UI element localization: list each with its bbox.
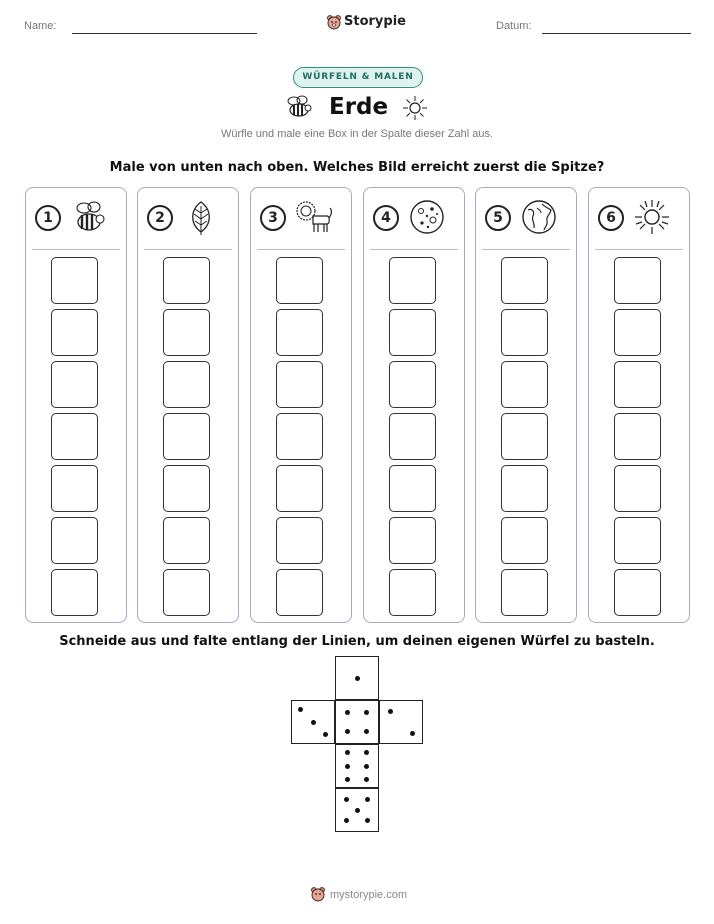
color-box[interactable]: [276, 413, 323, 460]
color-box[interactable]: [389, 413, 436, 460]
color-box[interactable]: [163, 517, 210, 564]
dice-pip: [355, 676, 360, 681]
dice-pip: [355, 808, 360, 813]
color-box[interactable]: [389, 361, 436, 408]
color-box[interactable]: [163, 569, 210, 616]
color-box[interactable]: [501, 465, 548, 512]
dice-pip: [345, 750, 350, 755]
page-title: Erde: [329, 94, 389, 120]
column-divider: [370, 249, 458, 250]
date-label: Datum:: [496, 20, 532, 32]
color-box[interactable]: [51, 465, 98, 512]
bee-icon: [285, 94, 313, 120]
column-5: [475, 187, 577, 623]
color-box[interactable]: [614, 569, 661, 616]
color-box[interactable]: [51, 257, 98, 304]
color-box[interactable]: [276, 517, 323, 564]
color-box[interactable]: [614, 413, 661, 460]
dice-pip: [345, 729, 350, 734]
color-box[interactable]: [614, 257, 661, 304]
column-divider: [257, 249, 345, 250]
dice-pip: [311, 720, 316, 725]
color-box[interactable]: [614, 309, 661, 356]
color-box[interactable]: [163, 257, 210, 304]
storypie-logo-icon: [326, 14, 342, 30]
column-6: [588, 187, 690, 623]
dice-pip: [323, 732, 328, 737]
color-box[interactable]: [501, 413, 548, 460]
color-box[interactable]: [614, 517, 661, 564]
color-box[interactable]: [51, 309, 98, 356]
column-number: 6: [598, 205, 624, 231]
column-divider: [595, 249, 683, 250]
dice-pip: [345, 710, 350, 715]
column-divider: [32, 249, 120, 250]
color-box[interactable]: [389, 309, 436, 356]
dice-pip: [345, 777, 350, 782]
dice-pip: [364, 750, 369, 755]
color-box[interactable]: [501, 257, 548, 304]
column-number: 3: [260, 205, 286, 231]
dice-pip: [344, 797, 349, 802]
moon-icon: [408, 198, 446, 236]
activity-tag: WÜRFELN & MALEN: [293, 67, 423, 88]
dice-pip: [365, 797, 370, 802]
column-number: 4: [373, 205, 399, 231]
color-box[interactable]: [163, 465, 210, 512]
cut-instruction: Schneide aus und falte entlang der Linien, um deinen eigenen Würfel zu basteln.: [59, 634, 655, 649]
color-box[interactable]: [163, 309, 210, 356]
dice-face-1: [335, 656, 379, 700]
dice-face-4: [335, 700, 379, 744]
color-box[interactable]: [51, 361, 98, 408]
name-label: Name:: [24, 20, 57, 32]
color-box[interactable]: [614, 361, 661, 408]
dice-face-5: [335, 788, 379, 832]
name-line[interactable]: [72, 33, 257, 34]
color-box[interactable]: [501, 517, 548, 564]
column-1: [25, 187, 127, 623]
column-number: 1: [35, 205, 61, 231]
dice-pip: [298, 707, 303, 712]
dice-pip: [364, 764, 369, 769]
dice-pip: [345, 764, 350, 769]
column-2: [137, 187, 239, 623]
dice-face-2: [379, 700, 423, 744]
subtitle: Würfle und male eine Box in der Spalte dieser Zahl aus.: [220, 128, 494, 140]
dice-pip: [364, 729, 369, 734]
sun-icon: [402, 95, 428, 121]
color-box[interactable]: [276, 361, 323, 408]
dice-pip: [344, 818, 349, 823]
color-box[interactable]: [51, 517, 98, 564]
sun-icon: [633, 198, 671, 236]
instruction: Male von unten nach oben. Welches Bild erreicht zuerst die Spitze?: [109, 160, 605, 175]
date-line[interactable]: [542, 33, 691, 34]
dice-pip: [365, 818, 370, 823]
dice-face-3: [291, 700, 335, 744]
footer-url[interactable]: mystorypie.com: [330, 889, 408, 901]
color-box[interactable]: [276, 465, 323, 512]
column-3: [250, 187, 352, 623]
dice-pip: [364, 710, 369, 715]
column-number: 2: [147, 205, 173, 231]
footer-logo-icon: [310, 886, 326, 902]
color-box[interactable]: [501, 361, 548, 408]
color-box[interactable]: [389, 517, 436, 564]
color-box[interactable]: [614, 465, 661, 512]
color-box[interactable]: [276, 257, 323, 304]
color-box[interactable]: [276, 569, 323, 616]
earth-icon: [520, 198, 558, 236]
bee-icon: [70, 198, 108, 236]
dice-face-6: [335, 744, 379, 788]
color-box[interactable]: [51, 569, 98, 616]
column-number: 5: [485, 205, 511, 231]
color-box[interactable]: [501, 309, 548, 356]
dice-pip: [388, 709, 393, 714]
color-box[interactable]: [276, 309, 323, 356]
leaf-icon: [182, 198, 220, 236]
lion-icon: [295, 198, 333, 236]
dice-pip: [364, 777, 369, 782]
color-box[interactable]: [389, 465, 436, 512]
color-box[interactable]: [163, 413, 210, 460]
column-divider: [144, 249, 232, 250]
color-box[interactable]: [501, 569, 548, 616]
brand-name: Storypie: [344, 14, 406, 29]
column-4: [363, 187, 465, 623]
color-box[interactable]: [389, 569, 436, 616]
color-box[interactable]: [163, 361, 210, 408]
color-box[interactable]: [51, 413, 98, 460]
dice-pip: [410, 731, 415, 736]
column-divider: [482, 249, 570, 250]
color-box[interactable]: [389, 257, 436, 304]
